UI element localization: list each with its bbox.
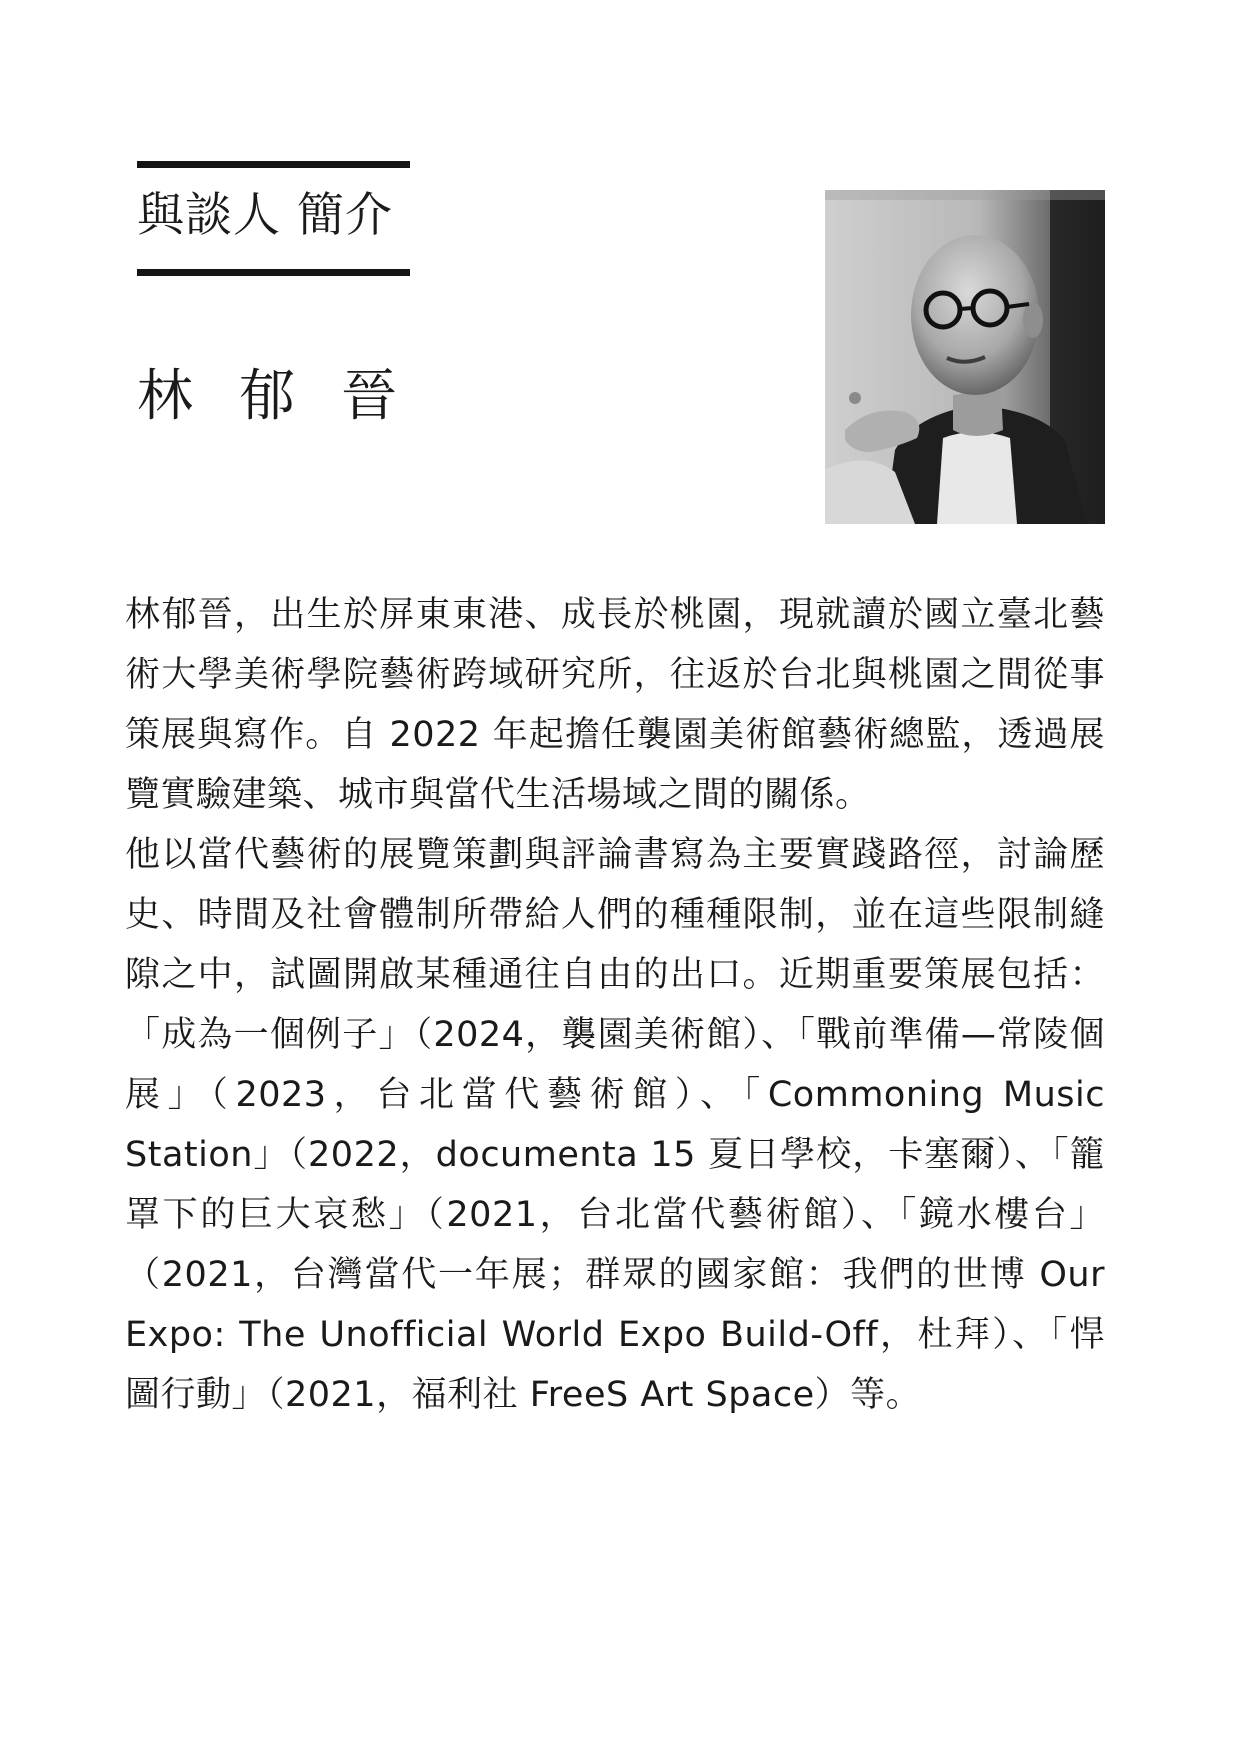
title-bottom-rule bbox=[137, 269, 410, 276]
bio-paragraph-1: 林郁晉，出生於屏東東港、成長於桃園，現就讀於國立臺北藝術大學美術學院藝術跨域研究所，往返於台北與桃園之間從事策展與寫作。自 2022 年起擔任襲園美術館藝術總監，透過展覽實驗建築、城市與當代生活場域之間的關係。 bbox=[125, 595, 1105, 815]
person-name: 林郁晉 bbox=[137, 364, 443, 429]
section-title: 與談人 簡介 bbox=[137, 188, 393, 243]
portrait-photo bbox=[825, 190, 1105, 524]
title-top-rule bbox=[137, 161, 410, 168]
bio-paragraph-2: 他以當代藝術的展覽策劃與評論書寫為主要實踐路徑，討論歷史、時間及社會體制所帶給人們的種種限制，並在這些限制縫隙之中，試圖開啟某種通往自由的出口。近期重要策展包括：「成為一個例子」（2024，襲園美術館）、「戰前準備—常陵個展」（2023，台北當代藝術館）、「Commoning Music Station」（2022，documenta 15 夏日學校，卡塞爾）、「籠罩下的巨大哀愁」（2021，台北當代藝術館）、「鏡水樓台」（2021，台灣當代一年展；群眾的國家館：我們的世博 Our Expo: The Unofficial World Expo Build-Off，杜拜）、「悍圖行動」（2021，福利社 FreeS Art Space）等。 bbox=[125, 835, 1105, 1415]
bio-text bbox=[125, 585, 1105, 1425]
